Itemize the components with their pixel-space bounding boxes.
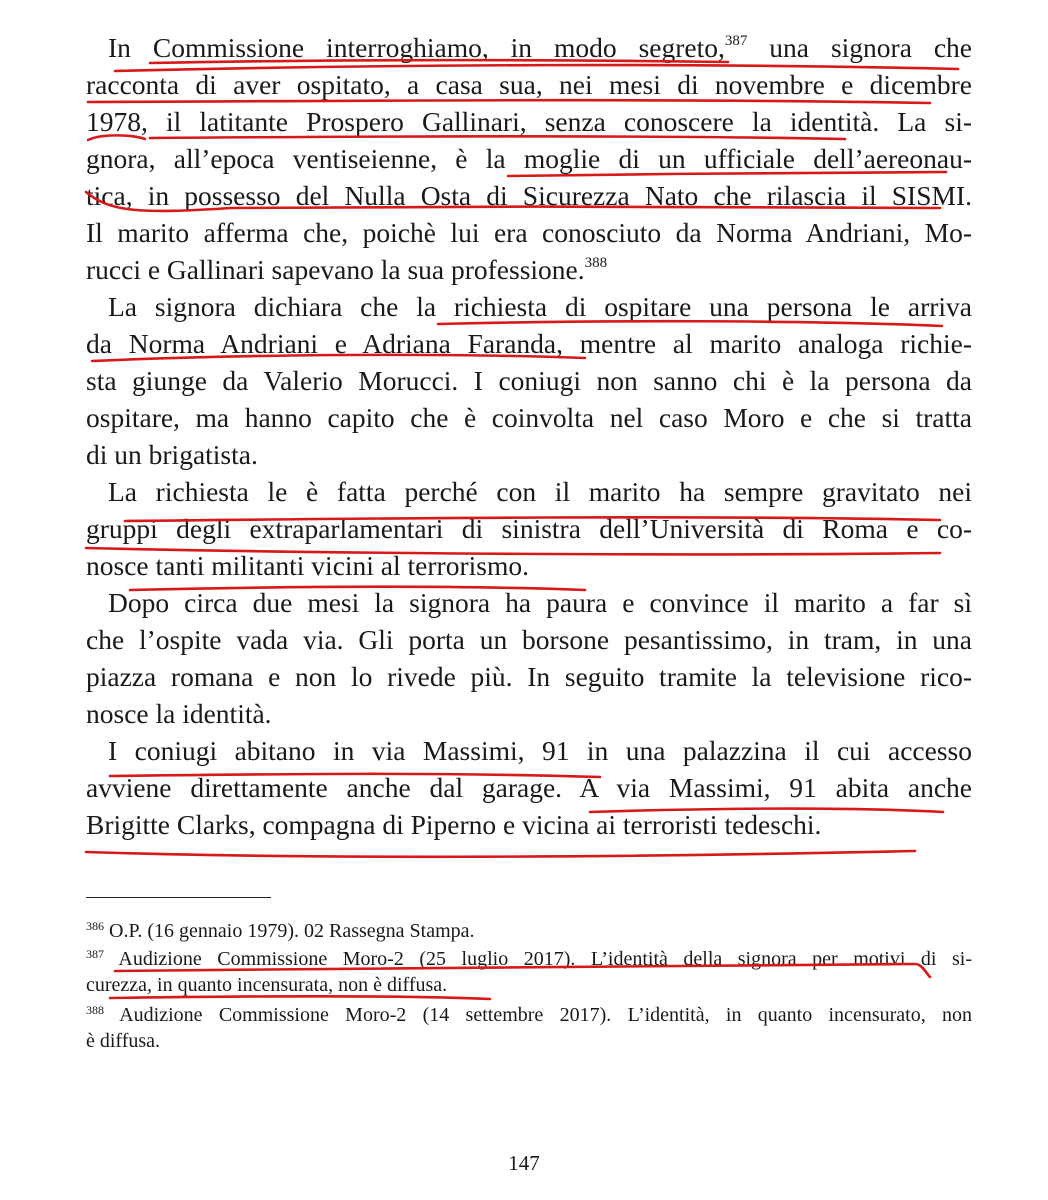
text-line: che l’ospite vada via. Gli porta un borsone pesantissimo, in tram, in una: [86, 624, 972, 655]
text-line: Brigitte Clarks, compagna di Piperno e vicina ai terroristi tedeschi.: [86, 809, 822, 840]
text-line: 1978, il latitante Prospero Gallinari, senza conoscere la identità. La si-: [86, 106, 972, 137]
text-line: gruppi degli extraparlamentari di sinistra dell’Università di Roma e co-: [86, 513, 972, 544]
text-line: tica, in possesso del Nulla Osta di Sicurezza Nato che rilascia il SISMI.: [86, 180, 972, 211]
footnote-ref-387: 387: [724, 33, 748, 49]
text-line: I coniugi abitano in via Massimi, 91 in una palazzina il cui accesso: [108, 735, 972, 766]
text-line: La richiesta le è fatta perché con il marito ha sempre gravitato nei: [108, 476, 972, 507]
footnote-separator: [86, 897, 271, 898]
text-line: La signora dichiara che la richiesta di ospitare una persona le arriva: [108, 291, 972, 322]
text-line: sta giunge da Valerio Morucci. I coniugi non sanno chi è la persona da: [86, 365, 972, 396]
underline-mark: [86, 851, 915, 857]
footnote-388-cont: è diffusa.: [86, 1030, 161, 1052]
footnote-386: $^{386}$ O.P. (16 gennaio 1979). 02 Rassegna Stampa.: [86, 919, 475, 942]
text-line: da Norma Andriani e Adriana Faranda, mentre al marito analoga richie-: [86, 328, 972, 359]
text-line: racconta di aver ospitato, a casa sua, nei mesi di novembre e dicembre: [86, 69, 972, 100]
text-line: nosce la identità.: [86, 698, 272, 729]
footnote-387: $^{387}$ Audizione Commissione Moro-2 (25 luglio 2017). L’identità della signora per motivi di si-: [86, 947, 972, 970]
footnote-388: $^{388}$ Audizione Commissione Moro-2 (14 settembre 2017). L’identità, in quanto incensurato, non: [86, 1003, 973, 1026]
footnote-ref-388: 388: [584, 255, 608, 271]
text-line: ospitare, ma hanno capito che è coinvolta nel caso Moro e che si tratta: [86, 402, 972, 433]
text-line: avviene direttamente anche dal garage. A via Massimi, 91 abita anche: [86, 772, 972, 803]
text-line: Il marito afferma che, poichè lui era conosciuto da Norma Andriani, Mo-: [86, 217, 972, 248]
text-line: rucci e Gallinari sapevano la sua professione.$^{388}$: [86, 254, 608, 285]
text-line: di un brigatista.: [86, 439, 258, 470]
text-line: In Commissione interroghiamo, in modo segreto,$^{387}$ una signora che: [108, 32, 973, 63]
page-number: 147: [508, 1151, 540, 1175]
footnote-387-cont: curezza, in quanto incensurata, non è diffusa.: [86, 974, 448, 996]
text-line: nosce tanti militanti vicini al terrorismo.: [86, 550, 529, 581]
text-line: piazza romana e non lo rivede più. In seguito tramite la televisione rico-: [86, 661, 972, 692]
text-line: Dopo circa due mesi la signora ha paura e convince il marito a far sì: [108, 587, 972, 618]
text-line: gnora, all’epoca ventiseienne, è la moglie di un ufficiale dell’aereonau-: [86, 143, 972, 174]
